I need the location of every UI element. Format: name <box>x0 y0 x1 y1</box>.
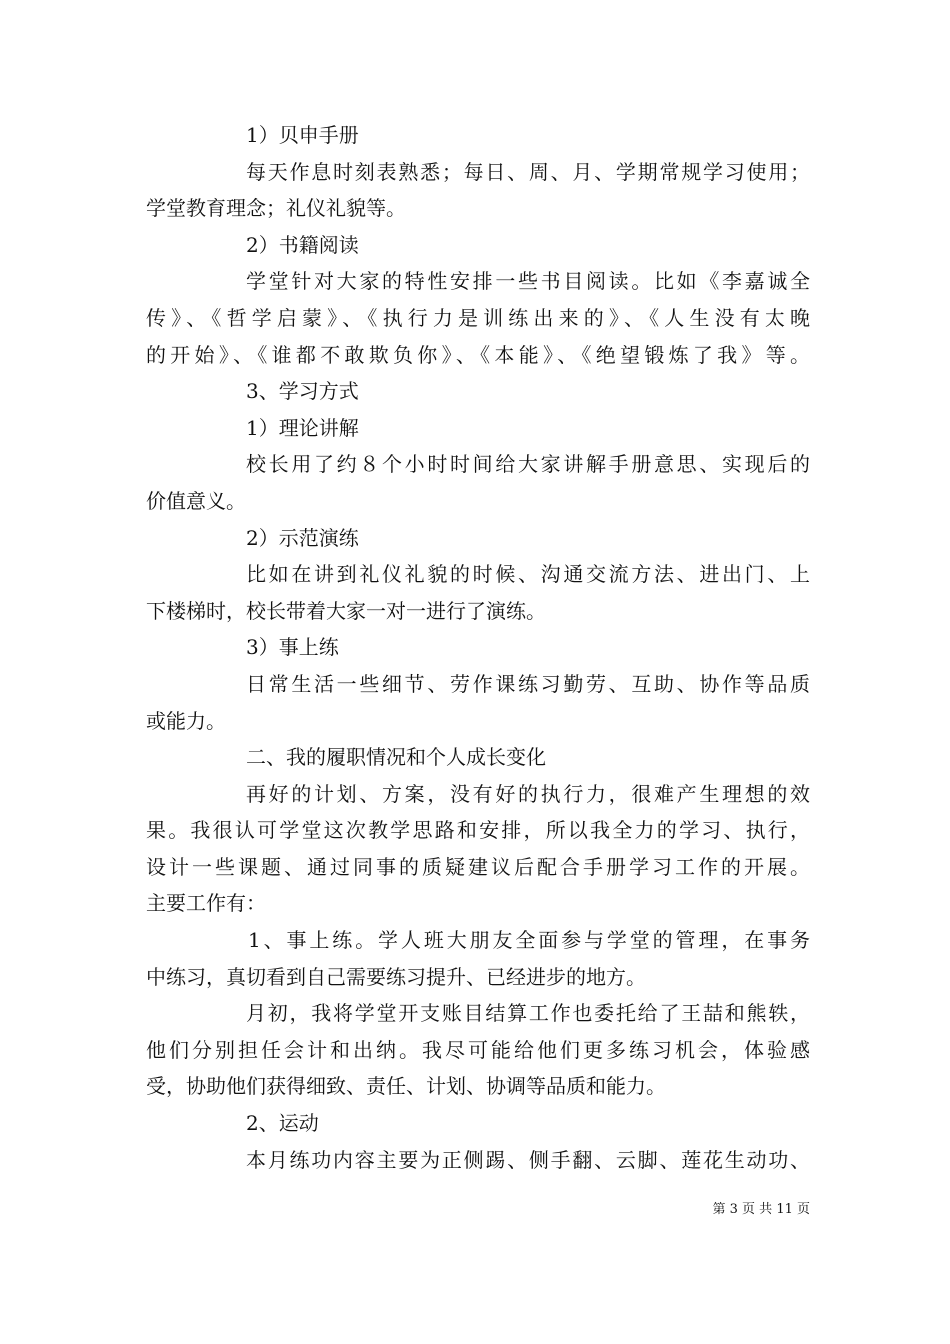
subheading-practice: 3）事上练 <box>246 635 339 660</box>
paragraph-line: 设计一些课题、通过同事的质疑建议后配合手册学习工作的开展。 <box>146 854 810 879</box>
section-heading-exercise: 2、运动 <box>246 1111 319 1136</box>
paragraph-line: 的开始》、《谁都不敢欺负你》、《本能》、《绝望锻炼了我》等。 <box>146 342 810 367</box>
paragraph-line: 日常生活一些细节、劳作课练习勤劳、互助、协作等品质 <box>246 671 810 696</box>
document-body <box>146 117 810 1178</box>
paragraph-line: 价值意义。 <box>146 488 246 513</box>
paragraph-line: 主要工作有： <box>146 891 266 916</box>
section-heading-performance: 二、我的履职情况和个人成长变化 <box>246 745 546 770</box>
paragraph-line: 他们分别担任会计和出纳。我尽可能给他们更多练习机会，体验感 <box>146 1037 810 1062</box>
paragraph-line: 校长用了约８个小时时间给大家讲解手册意思、实现后的 <box>246 452 810 477</box>
paragraph-line: 学堂教育理念；礼仪礼貌等。 <box>146 196 406 221</box>
paragraph-line: 比如在讲到礼仪礼貌的时候、沟通交流方法、进出门、上 <box>246 562 810 587</box>
paragraph-line: 果。我很认可学堂这次教学思路和安排，所以我全力的学习、执行， <box>146 818 810 843</box>
paragraph-line: 或能力。 <box>146 708 226 733</box>
paragraph-line: 下楼梯时，校长带着大家一对一进行了演练。 <box>146 598 546 623</box>
paragraph-line: 中练习，真切看到自己需要练习提升、已经进步的地方。 <box>146 964 646 989</box>
paragraph-line: 本月练功内容主要为正侧踢、侧手翻、云脚、莲花生动功、 <box>246 1147 810 1172</box>
subheading-handbook: 1）贝申手册 <box>246 123 359 147</box>
paragraph-line: 每天作息时刻表熟悉；每日、周、月、学期常规学习使用； <box>246 159 810 184</box>
section-heading-study-method: 3、学习方式 <box>246 379 359 404</box>
paragraph-line: 1、事上练。学人班大朋友全面参与学堂的管理，在事务 <box>248 928 810 953</box>
paragraph-line: 传》、《哲学启蒙》、《执行力是训练出来的》、《人生没有太晚 <box>146 305 810 330</box>
subheading-theory: 1）理论讲解 <box>246 415 359 440</box>
subheading-demonstration: 2）示范演练 <box>246 525 359 550</box>
subheading-reading: 2）书籍阅读 <box>246 232 359 257</box>
paragraph-line: 再好的计划、方案，没有好的执行力，很难产生理想的效 <box>246 781 810 806</box>
paragraph-line: 学堂针对大家的特性安排一些书目阅读。比如《李嘉诚全 <box>246 269 810 294</box>
page-number: 第 3 页 共 11 页 <box>712 1202 810 1217</box>
paragraph-line: 月初，我将学堂开支账目结算工作也委托给了王喆和熊轶， <box>246 1001 810 1026</box>
paragraph-line: 受，协助他们获得细致、责任、计划、协调等品质和能力。 <box>146 1074 666 1099</box>
